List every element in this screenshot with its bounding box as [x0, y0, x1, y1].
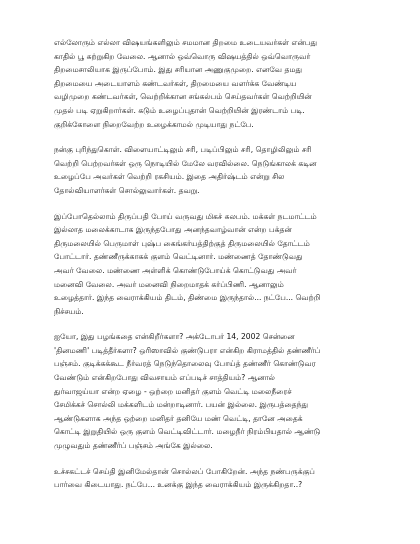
paragraph-line: தோல்வியாளர்கள் சொல்லுவார்கள். தவறு. [54, 185, 200, 195]
paragraph-line: திறமையை அடையாளம் கண்டவர்கள், திறமையை வளர்க்க வேண்டிய [54, 78, 297, 88]
paragraph-line: இப்போதெல்லாம் திருப்பதி போய் வருவது மிகச் சுலபம். மக்கள் நடமாட்டம் [54, 211, 317, 221]
paragraph-line: பஞ்சம். குடிக்கக்கூட நீர்வரத் நெடுந்தொலைவு போய்த் தண்ணீர் கொண்டுவர [54, 359, 316, 369]
paragraph-2 [54, 143, 398, 197]
paragraph-line: வெற்றி பெற்றவர்கள் ஒரு நொடியில் மேலே வரவில்லை. நெடுங்காலக் கடின [54, 158, 317, 168]
paragraph-line: நன்கு புரிந்துகொள். விளையாட்டிலும் சரி, படிப்பிலும் சரி, தொழிலிலும் சரி [54, 145, 312, 155]
paragraph-5 [54, 465, 398, 492]
paragraph-line: கொட்டி இறுதியில் ஒரு குளம் வெட்டிவிட்டார். மழைநீர் நிரம்பியதால் ஆண்டு [54, 427, 321, 437]
paragraph-3 [54, 210, 398, 319]
paragraph-line: அவர் வேலை. மண்ணை அள்ளிக் கொண்டுபோய்க் கொட்டுவது அவர் [54, 265, 297, 275]
paragraph-line: திறமைசாலியாக இருப்போம். இது சரியான அணுகுமுறை. எனவே தமது [54, 65, 303, 75]
paragraph-line: உச்சகட்டச் செய்தி இனிமேல்தான் சொல்லப் போகிறேன். அந்த நண்பருக்குப் [54, 466, 315, 476]
paragraph-line: எல்லோரும் எல்லா விஷயங்களிலும் சமமான திறமை உடையவர்கள் என்பது [54, 38, 318, 47]
paragraph-line: மனைவி வேலை. அவர் மனைவி நிறைமாதக் கர்ப்பிணி. ஆனாலும் [54, 279, 284, 289]
paragraph-line: முழுவதும் தண்ணீர்ப் பஞ்சம் அங்கே இல்லை. [54, 441, 213, 451]
paragraph-line: இல்லாத மலைக்காடாக இருந்தபோது அனந்தவாழ்வான் என்ற பக்தன் [54, 225, 292, 235]
paragraph-line: காதில் பூ சுற்றுகிற வேலை. ஆனால் ஒவ்வொரு விஷயத்தில் ஒவ்வொருவர் [54, 51, 311, 61]
paragraph-line: வேண்டும் என்கிறபோது விவசாயம் எப்படிச் சாத்தியம்? ஆனால் [54, 373, 275, 383]
paragraph-line: போட்டார். தண்ணீருக்காகக் குளம் வெட்டினார். மண்ணைத் தோண்டுவது [54, 252, 303, 262]
paragraph-line: சேமிக்கச் சொல்லி மக்களிடம் மன்றாடினார். பயன் இல்லை. இருபத்தைந்து [54, 400, 309, 410]
paragraph-1 [54, 36, 398, 131]
paragraph-line: 'தினமணி' படித்தீர்களா? ஒரிஸாவில் குண்டுபரா என்கிற கிராமத்தில் தண்ணீர்ப் [54, 345, 321, 355]
paragraph-line: நிச்சயம். [54, 306, 84, 316]
paragraph-line: முதல் படி ஏறுகிறார்கள். கடும் உழைப்புதான் வெற்றியின் இரண்டாம் படி. [54, 105, 305, 115]
paragraph-4 [54, 330, 398, 452]
paragraph-line: உழைத்தார். இந்த வைராக்கியம் திடம், திண்மை இருந்தால்... நட்பே... வெற்றி [54, 293, 321, 303]
paragraph-line: குறிக்கோளை நிறைவேற்ற உழைக்காமல் முடியாது நட்பே. [54, 119, 254, 129]
paragraph-line: துர்வாஜய்யா என்ற ஏழை - ஒற்றை மனிதர் குளம் வெட்டி மலைநீரைச் [54, 386, 292, 396]
paragraph-line: வழிமுறை கண்டவர்கள், வெற்றிக்கான சங்கல்பம் செய்தவர்கள் வெற்றியின் [54, 92, 312, 102]
paragraph-line: உழைப்பே அவர்கள் வெற்றி ரகசியம். இதை அதிர்ஷ்டம் என்று சில [54, 172, 285, 182]
paragraph-line: பார்வை கிடையாது. நட்பே... உனக்கு இந்த வைராக்கியம் இருக்கிறதா..? [54, 480, 303, 490]
paragraph-line: ஐயோ, இது பழங்கதை என்கிறீர்களா? அக்டோபர் 14, 2002 சென்னை [54, 332, 295, 342]
paragraph-line: ஆண்டுகளாக அந்த ஒற்றை மனிதர் தனியே மண் வெட்டி, தானே அதைக் [54, 413, 303, 423]
paragraph-line: திருமலையில் பெருமாள் புஷ்ப கைங்கர்யத்திற்குத் திருமலையில் தோட்டம் [54, 238, 310, 248]
